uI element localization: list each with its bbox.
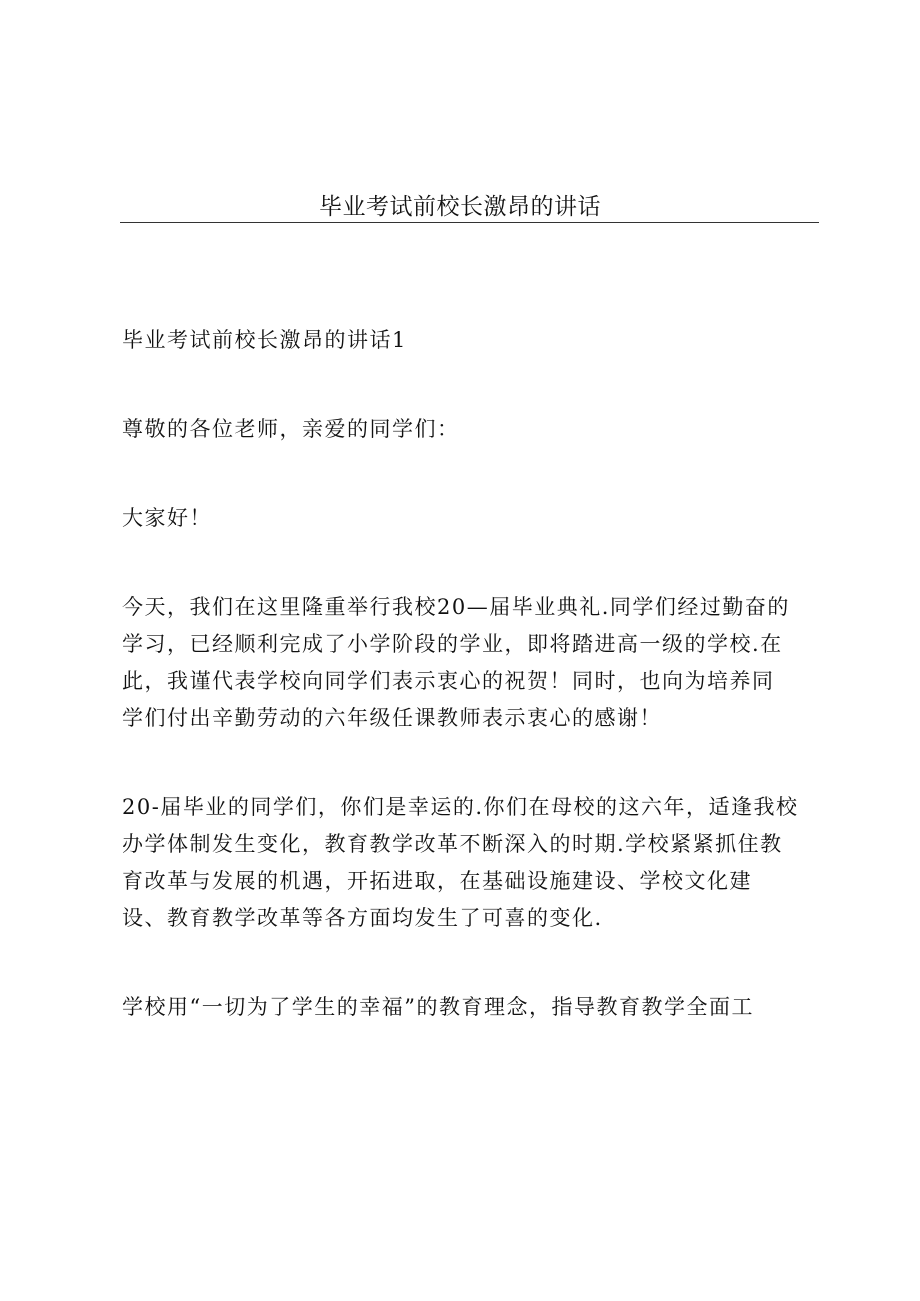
text-line: 学们付出辛勤劳动的六年级任课教师表示衷心的感谢！	[122, 706, 662, 730]
paragraph-body	[122, 789, 812, 937]
text-line: 设、教育教学改革等各方面均发生了可喜的变化.	[122, 906, 603, 930]
text-line: 学习，已经顺利完成了小学阶段的学业，即将踏进高一级的学校.在	[122, 632, 783, 656]
paragraph-body	[122, 989, 812, 1026]
paragraph-body	[122, 589, 812, 737]
text-line: 此，我谨代表学校向同学们表示衷心的祝贺！同时，也向为培养同	[122, 669, 775, 693]
text-line: 办学体制发生变化，教育教学改革不断深入的时期.学校紧紧抓住教	[122, 832, 783, 856]
text-line: 学校用“一切为了学生的幸福”的教育理念，指导教育教学全面工	[122, 995, 754, 1019]
text-line: 大家好！	[122, 506, 212, 530]
paragraph-heading	[122, 322, 812, 359]
title-underline	[120, 222, 819, 223]
text-line: 20-届毕业的同学们，你们是幸运的.你们在母校的这六年，适逢我校	[122, 795, 799, 819]
document-body	[122, 322, 812, 1078]
paragraph-greeting	[122, 500, 812, 537]
document-title: 毕业考试前校长激昂的讲话	[319, 194, 601, 220]
text-line: 毕业考试前校长激昂的讲话1	[122, 328, 407, 352]
text-line: 尊敬的各位老师，亲爱的同学们：	[122, 417, 460, 441]
text-line: 育改革与发展的机遇，开拓进取，在基础设施建设、学校文化建	[122, 869, 752, 893]
text-line: 今天，我们在这里隆重举行我校20—届毕业典礼.同学们经过勤奋的	[122, 595, 790, 619]
paragraph-salutation	[122, 411, 812, 448]
